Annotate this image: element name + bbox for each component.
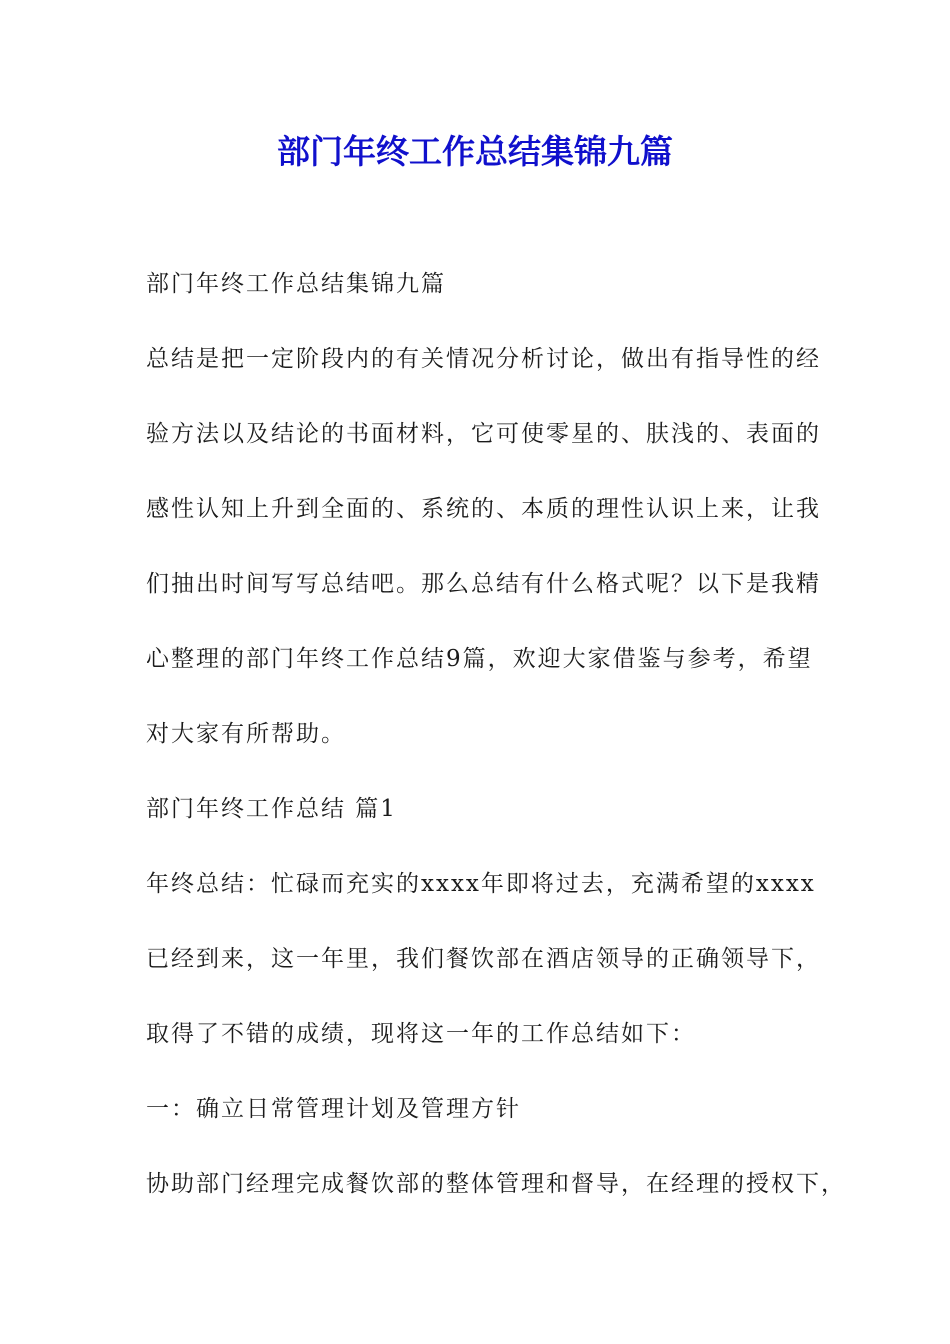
paragraph-line: 年终总结：忙碌而充实的xxxx年即将过去，充满希望的xxxx bbox=[146, 871, 816, 897]
subtitle-line: 部门年终工作总结集锦九篇 bbox=[146, 271, 446, 297]
paragraph-line: 已经到来，这一年里，我们餐饮部在酒店领导的正确领导下， bbox=[146, 946, 821, 972]
paragraph-line: 验方法以及结论的书面材料，它可使零星的、肤浅的、表面的 bbox=[146, 421, 821, 447]
paragraph-line: 心整理的部门年终工作总结9篇，欢迎大家借鉴与参考，希望 bbox=[146, 646, 813, 672]
paragraph-line: 协助部门经理完成餐饮部的整体管理和督导，在经理的授权下， bbox=[146, 1171, 846, 1197]
section-heading: 部门年终工作总结 篇1 bbox=[146, 796, 397, 822]
paragraph-line: 们抽出时间写写总结吧。那么总结有什么格式呢？以下是我精 bbox=[146, 571, 821, 597]
paragraph-line: 感性认知上升到全面的、系统的、本质的理性认识上来，让我 bbox=[146, 496, 821, 522]
paragraph-line: 取得了不错的成绩，现将这一年的工作总结如下： bbox=[146, 1021, 696, 1047]
subsection-heading: 一：确立日常管理计划及管理方针 bbox=[146, 1096, 521, 1122]
paragraph-line: 对大家有所帮助。 bbox=[146, 721, 346, 747]
document-title: 部门年终工作总结集锦九篇 bbox=[277, 132, 673, 171]
paragraph-line: 总结是把一定阶段内的有关情况分析讨论，做出有指导性的经 bbox=[146, 346, 821, 372]
